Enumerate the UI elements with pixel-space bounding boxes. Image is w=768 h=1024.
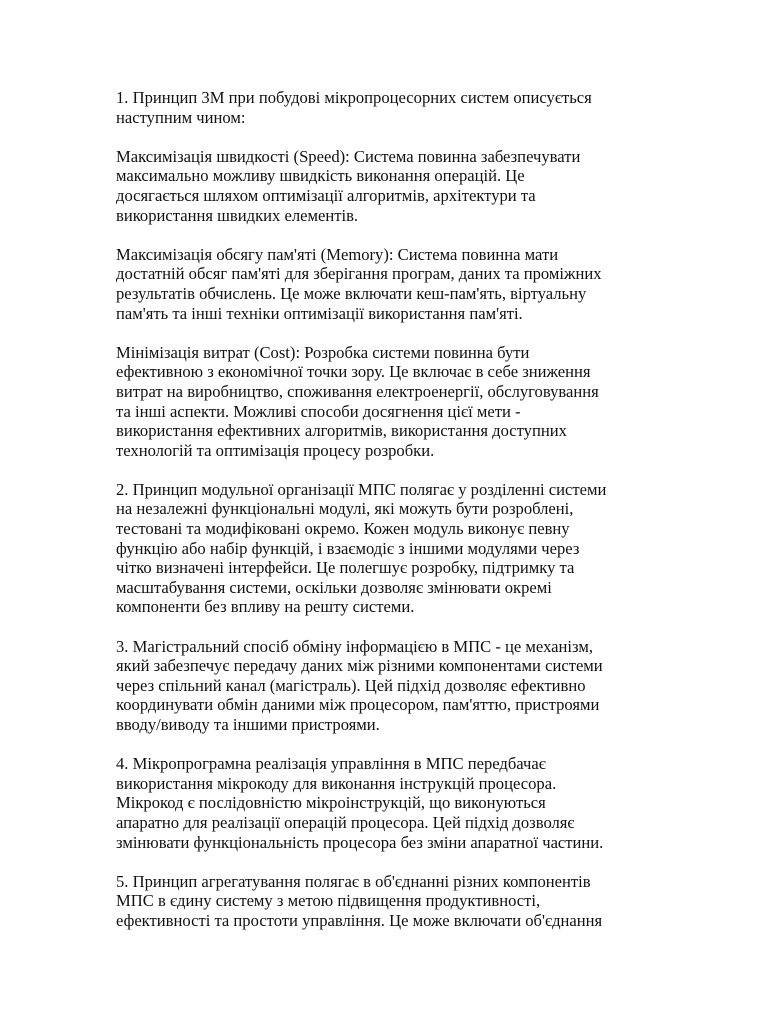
text-line: тестовані та модифіковані окремо. Кожен модуль виконує певну [116, 519, 570, 539]
text-line: Мінімізація витрат (Cost): Розробка системи повинна бути [116, 342, 530, 362]
text-line: який забезпечує передачу даних між різними компонентами системи [116, 656, 603, 676]
text-line: 5. Принцип агрегатування полягає в об'єднанні різних компонентів [116, 871, 591, 891]
text-line: використання швидких елементів. [116, 205, 359, 225]
text-line: максимально можливу швидкість виконання операцій. Це [116, 166, 525, 186]
text-line: 1. Принцип 3М при побудові мікропроцесорних систем описується [116, 88, 592, 107]
text-line: ефективності та простоти управління. Це може включати об'єднання [116, 910, 603, 930]
document-body [116, 88, 661, 950]
text-line: 4. Мікропрограмна реалізація управління в МПС передбачає [116, 754, 546, 774]
text-line: наступним чином: [116, 107, 246, 127]
text-line: використання ефективних алгоритмів, використання доступних [116, 421, 567, 441]
text-line: МПС в єдину систему з метою підвищення продуктивності, [116, 891, 541, 911]
text-line: та інші аспекти. Можливі способи досягнення цієї мети - [116, 401, 521, 421]
text-line: апаратно для реалізації операцій процесора. Цей підхід дозволяє [116, 812, 575, 832]
text-line: достатній обсяг пам'яті для зберігання програм, даних та проміжних [116, 264, 602, 284]
text-line: результатів обчислень. Це може включати кеш-пам'ять, віртуальну [116, 283, 587, 303]
text-line: Максимізація швидкості (Speed): Система повинна забезпечувати [116, 146, 581, 166]
paragraph [116, 147, 661, 225]
text-line: вводу/виводу та іншими пристроями. [116, 715, 380, 734]
text-line: чітко визначені інтерфейси. Це полегшує розробку, підтримку та [116, 558, 575, 578]
paragraph [116, 245, 661, 323]
text-line: 2. Принцип модульної організації МПС полягає у розділенні системи [116, 479, 607, 499]
text-line: технологій та оптимізація процесу розробки. [116, 440, 435, 460]
text-line: компоненти без впливу на решту системи. [116, 597, 415, 617]
text-line: використання мікрокоду для виконання інструкцій процесора. [116, 773, 557, 793]
text-line: масштабування системи, оскільки дозволяє змінювати окремі [116, 577, 552, 597]
text-line: функцію або набір функцій, і взаємодіє з іншими модулями через [116, 538, 580, 558]
text-line: через спільний канал (магістраль). Цей підхід дозволяє ефективно [116, 675, 586, 695]
text-line: Мікрокод є послідовністю мікроінструкцій, що виконуються [116, 793, 546, 813]
text-line: пам'ять та інші техніки оптимізації використання пам'яті. [116, 303, 523, 323]
text-line: на незалежні функціональні модулі, які можуть бути розроблені, [116, 499, 574, 519]
text-line: 3. Магістральний спосіб обміну інформацією в МПС - це механізм, [116, 636, 593, 656]
paragraph [116, 754, 661, 852]
text-line: Максимізація обсягу пам'яті (Memory): Система повинна мати [116, 244, 559, 264]
paragraph [116, 637, 661, 735]
text-line: витрат на виробництво, споживання електроенергії, обслуговування [116, 381, 599, 401]
text-line: змінювати функціональність процесора без зміни апаратної частини. [116, 832, 604, 852]
paragraph [116, 88, 661, 127]
text-line: координувати обмін даними між процесором, пам'яттю, пристроями [116, 695, 600, 715]
paragraph [116, 872, 661, 931]
text-line: досягається шляхом оптимізації алгоритмів, архітектури та [116, 185, 536, 205]
paragraph [116, 343, 661, 461]
text-line: ефективною з економічної точки зору. Це включає в себе зниження [116, 362, 591, 382]
paragraph [116, 480, 661, 617]
